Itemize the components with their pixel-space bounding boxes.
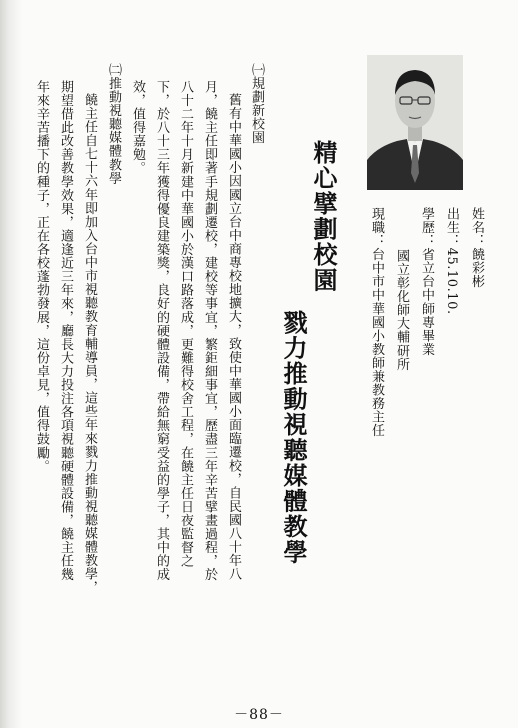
profile-education-2: 國立彰化師大輔研所 [394,249,409,371]
section1-column-2: 月，饒主任即著手規劃遷校，建校等事宜，繁鉅細事宜，歷盡三年辛苦擘畫過程，於 [202,80,217,582]
profile-education: 學歷：省立台中師專畢業 [419,207,434,357]
section1-column-3: 八十二年十月新建中華國小於漢口路落成，更難得校舍工程，在饒主任日夜監督之 [178,80,193,568]
portrait-photo [367,55,463,190]
section1-column-1: 舊有中華國小因國立台中商專校地擴大，致使中華國小面臨遷校，自民國八十年八 [226,93,241,581]
section1-column-5: 效，值得嘉勉。 [130,80,145,175]
section1-column-4: 下，於八十三年獲得優良建築獎，良好的硬體設備，帶給無窮受益的學子，其中的成 [154,80,169,582]
section2-column-1: 饒主任自七十六年即加入台中市視聽教育輔導員，這些年來戮力推動視聽媒體教學， [82,93,97,595]
profile-birth: 出生：45.10.10. [444,207,459,315]
title-line2: 戮力推動視聽媒體教學 [279,310,307,565]
section1-heading: ㈠規劃新校園 [249,63,264,145]
section2-column-2: 期望借此改善教學效果，適逢近三年來，廳長大力投注各項視聽硬體設備，饒主任幾 [58,80,73,582]
title-line1: 精心擘劃校園 [309,140,337,293]
scan-edge-shadow [0,0,22,728]
page-number: －88－ [234,707,284,723]
section2-heading: ㈡推動視聽媒體教學 [106,63,121,185]
profile-name: 姓名：饒彩彬 [469,207,484,289]
profile-position: 現職：台中市中華國小教師兼教務主任 [369,207,384,438]
section2-column-3: 年來辛苦播下的種子，正在各校蓬勃發展，這份卓見，值得鼓勵。 [34,80,49,473]
